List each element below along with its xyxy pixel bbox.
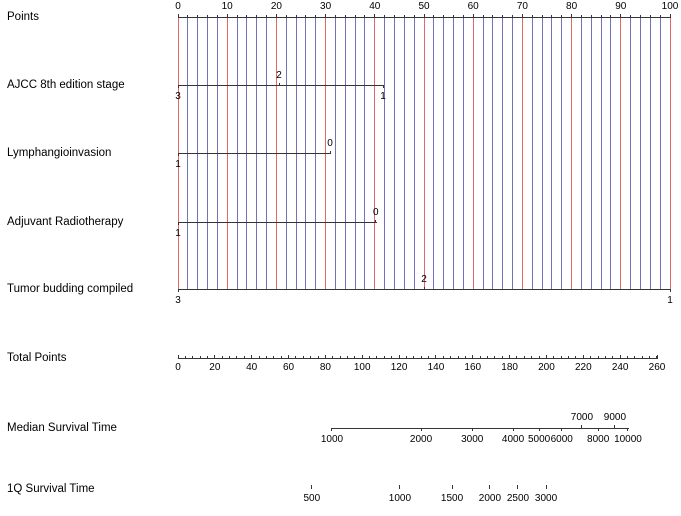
minor-tick — [296, 15, 297, 18]
minor-tick — [660, 15, 661, 18]
tick-label-points: 80 — [566, 0, 578, 12]
minor-tick — [303, 356, 304, 358]
tick-label-median-survival-time: 3000 — [461, 434, 484, 445]
grid-line-blue — [394, 17, 395, 289]
tick-label-total-points: 200 — [538, 362, 555, 373]
minor-tick — [394, 15, 395, 18]
minor-tick — [207, 356, 208, 358]
minor-tick — [568, 356, 569, 358]
tick-total-points — [620, 355, 621, 359]
tick-total-points — [399, 355, 400, 359]
tick-1q-survival-time — [399, 485, 400, 489]
minor-tick — [428, 356, 429, 358]
minor-tick — [483, 15, 484, 18]
grid-line-red — [571, 17, 572, 289]
minor-tick — [649, 356, 650, 358]
grid-line-blue — [463, 17, 464, 289]
tick-median-survival-time — [539, 428, 540, 431]
tick-lymphangioinvasion — [330, 151, 331, 154]
minor-tick — [273, 356, 274, 358]
tick-label-1q-survival-time: 1500 — [440, 493, 464, 504]
minor-tick — [612, 356, 613, 358]
minor-tick — [229, 356, 230, 358]
minor-tick — [266, 356, 267, 358]
minor-tick — [561, 356, 562, 358]
tick-1q-survival-time — [517, 485, 518, 489]
tick-adjuvant-radiotherapy — [375, 220, 376, 223]
tick-label-total-points: 140 — [427, 362, 445, 373]
minor-tick — [192, 356, 193, 358]
grid-line-blue — [384, 17, 385, 289]
grid-line-blue — [610, 17, 611, 289]
grid-line-blue — [345, 17, 346, 289]
tick-points — [325, 14, 326, 18]
grid-line-blue — [640, 17, 641, 289]
tick-points — [670, 14, 671, 18]
grid-line-blue — [542, 17, 543, 289]
minor-tick — [421, 356, 422, 358]
minor-tick — [384, 356, 385, 358]
axis-line-total-points — [178, 358, 658, 359]
minor-tick — [590, 356, 591, 358]
minor-tick — [433, 15, 434, 18]
tick-label-adjuvant-radiotherapy: 1 — [175, 227, 181, 239]
minor-tick — [237, 15, 238, 18]
tick-label-lymphangioinvasion: 0 — [327, 137, 333, 149]
minor-tick — [384, 15, 385, 18]
minor-tick — [340, 356, 341, 358]
minor-tick — [463, 15, 464, 18]
tick-label-total-points: 20 — [209, 362, 221, 373]
minor-tick — [532, 15, 533, 18]
minor-tick — [575, 356, 576, 358]
minor-tick — [598, 356, 599, 358]
minor-tick — [207, 15, 208, 18]
minor-tick — [650, 15, 651, 18]
minor-tick — [222, 356, 223, 358]
tick-points — [227, 14, 228, 18]
grid-line-blue — [355, 17, 356, 289]
tick-label-points: 50 — [418, 0, 430, 12]
grid-line-blue — [433, 17, 434, 289]
minor-tick — [443, 356, 444, 358]
tick-total-points — [325, 355, 326, 359]
tick-label-points: 90 — [615, 0, 627, 12]
minor-tick — [610, 15, 611, 18]
tick-label-median-survival-time: 7000 — [570, 412, 594, 423]
tick-adjuvant-radiotherapy — [178, 222, 179, 225]
minor-tick — [642, 356, 643, 358]
minor-tick — [542, 15, 543, 18]
minor-tick — [310, 356, 311, 358]
grid-line-blue — [601, 17, 602, 289]
grid-line-blue — [512, 17, 513, 289]
axis-line-median-survival-time — [332, 428, 629, 429]
minor-tick — [553, 356, 554, 358]
tick-total-points — [472, 355, 473, 359]
grid-line-red — [670, 17, 671, 289]
tick-total-points — [214, 355, 215, 359]
tick-label-1q-survival-time: 2500 — [506, 493, 530, 504]
tick-label-median-survival-time: 2000 — [409, 434, 433, 445]
tick-label-median-survival-time: 9000 — [603, 412, 627, 423]
tick-label-median-survival-time: 10000 — [614, 434, 642, 445]
tick-label-ajcc-8th-edition-stage: 3 — [175, 90, 181, 102]
minor-tick — [295, 356, 296, 358]
grid-line-red — [424, 17, 425, 289]
tick-label-ajcc-8th-edition-stage: 2 — [276, 69, 282, 81]
minor-tick — [443, 15, 444, 18]
axis-line-points — [178, 17, 671, 18]
tick-ajcc-8th-edition-stage — [279, 83, 280, 86]
minor-tick — [413, 356, 414, 358]
row-label-adjuvant-radiotherapy: Adjuvant Radiotherapy — [7, 216, 124, 228]
tick-label-total-points: 60 — [282, 362, 295, 373]
minor-tick — [332, 356, 333, 358]
grid-line-blue — [404, 17, 405, 289]
axis-line-ajcc-8th-edition-stage — [178, 85, 384, 86]
minor-tick — [354, 356, 355, 358]
row-label-lymphangioinvasion: Lymphangioinvasion — [7, 147, 112, 159]
tick-label-tumor-budding-compiled: 2 — [421, 273, 427, 285]
grid-line-blue — [364, 17, 365, 289]
tick-tumor-budding-compiled — [178, 289, 179, 292]
minor-tick — [376, 356, 377, 358]
tick-points — [571, 14, 572, 18]
tick-points — [178, 14, 179, 18]
minor-tick — [369, 356, 370, 358]
minor-tick — [305, 15, 306, 18]
minor-tick — [634, 356, 635, 358]
tick-tumor-budding-compiled — [670, 289, 671, 292]
grid-line-blue — [581, 17, 582, 289]
minor-tick — [200, 356, 201, 358]
minor-tick — [512, 15, 513, 18]
tick-ajcc-8th-edition-stage — [383, 85, 384, 88]
row-label-1q-survival-time: 1Q Survival Time — [7, 483, 95, 495]
tick-label-total-points: 220 — [574, 362, 592, 373]
minor-tick — [581, 15, 582, 18]
row-label-median-survival-time: Median Survival Time — [7, 422, 117, 434]
tick-label-points: 0 — [175, 0, 181, 12]
minor-tick — [345, 15, 346, 18]
tick-median-survival-time — [581, 425, 582, 428]
minor-tick — [516, 356, 517, 358]
grid-line-blue — [551, 17, 552, 289]
tick-label-1q-survival-time: 3000 — [534, 493, 558, 504]
minor-tick — [335, 15, 336, 18]
minor-tick — [286, 15, 287, 18]
tick-label-points: 40 — [369, 0, 381, 12]
tick-1q-survival-time — [546, 485, 547, 489]
minor-tick — [315, 15, 316, 18]
tick-median-survival-time — [421, 428, 422, 431]
minor-tick — [502, 356, 503, 358]
tick-label-points: 30 — [320, 0, 332, 12]
minor-tick — [458, 356, 459, 358]
grid-line-blue — [650, 17, 651, 289]
minor-tick — [531, 356, 532, 358]
tick-label-total-points: 120 — [390, 362, 408, 373]
tick-total-points — [251, 355, 252, 359]
tick-points — [276, 14, 277, 18]
minor-tick — [244, 356, 245, 358]
tick-label-points: 10 — [221, 0, 233, 12]
grid-line-blue — [630, 17, 631, 289]
minor-tick — [414, 15, 415, 18]
axis-line-lymphangioinvasion — [178, 153, 331, 154]
tick-points — [473, 14, 474, 18]
tick-total-points — [546, 355, 547, 359]
tick-label-total-points: 240 — [611, 362, 629, 373]
tick-label-1q-survival-time: 2000 — [478, 493, 502, 504]
tick-label-median-survival-time: 4000 — [501, 434, 525, 445]
tick-total-points — [583, 355, 584, 359]
grid-line-blue — [414, 17, 415, 289]
grid-line-blue — [483, 17, 484, 289]
grid-line-blue — [335, 17, 336, 289]
tick-label-median-survival-time: 5000 — [528, 434, 551, 445]
minor-tick — [640, 15, 641, 18]
tick-label-total-points: 160 — [464, 362, 482, 373]
minor-tick — [266, 15, 267, 18]
row-label-total-points: Total Points — [7, 352, 67, 364]
tick-1q-survival-time — [311, 485, 312, 489]
tick-label-median-survival-time: 6000 — [550, 434, 573, 445]
minor-tick — [364, 15, 365, 18]
tick-points — [424, 14, 425, 18]
minor-tick — [627, 356, 628, 358]
minor-tick — [246, 15, 247, 18]
tick-tumor-budding-compiled — [424, 287, 425, 290]
minor-tick — [524, 356, 525, 358]
axis-line-tumor-budding-compiled — [178, 289, 671, 290]
grid-line-red — [620, 17, 621, 289]
minor-tick — [605, 356, 606, 358]
tick-label-points: 20 — [270, 0, 282, 12]
tick-label-total-points: 260 — [648, 362, 666, 373]
row-label-ajcc-stage: AJCC 8th edition stage — [7, 79, 125, 91]
tick-label-ajcc-8th-edition-stage: 1 — [380, 90, 386, 102]
minor-tick — [450, 356, 451, 358]
minor-tick — [601, 15, 602, 18]
minor-tick — [404, 15, 405, 18]
minor-tick — [539, 356, 540, 358]
tick-label-tumor-budding-compiled: 1 — [667, 294, 673, 306]
minor-tick — [487, 356, 488, 358]
tick-label-total-points: 180 — [501, 362, 518, 373]
grid-line-blue — [561, 17, 562, 289]
tick-median-survival-time — [513, 428, 514, 431]
tick-lymphangioinvasion — [178, 153, 179, 156]
tick-median-survival-time — [472, 428, 473, 431]
tick-points — [620, 14, 621, 18]
row-label-points: Points — [7, 11, 39, 23]
tick-total-points — [657, 355, 658, 359]
tick-label-1q-survival-time: 1000 — [388, 493, 412, 504]
tick-points — [374, 14, 375, 18]
tick-median-survival-time — [331, 428, 332, 431]
grid-line-blue — [492, 17, 493, 289]
minor-tick — [492, 15, 493, 18]
grid-line-blue — [660, 17, 661, 289]
minor-tick — [259, 356, 260, 358]
grid-line-red — [374, 17, 375, 289]
tick-label-points: 60 — [467, 0, 479, 12]
tick-total-points — [288, 355, 289, 359]
minor-tick — [256, 15, 257, 18]
tick-label-1q-survival-time: 500 — [303, 493, 321, 504]
tick-label-total-points: 80 — [319, 362, 331, 373]
tick-points — [522, 14, 523, 18]
tick-1q-survival-time — [489, 485, 490, 489]
tick-median-survival-time — [627, 428, 628, 431]
grid-line-red — [522, 17, 523, 289]
minor-tick — [630, 15, 631, 18]
axis-line-adjuvant-radiotherapy — [178, 222, 377, 223]
tick-total-points — [362, 355, 363, 359]
minor-tick — [217, 15, 218, 18]
grid-line-blue — [443, 17, 444, 289]
row-label-tumor-budding: Tumor budding compiled — [7, 283, 134, 295]
minor-tick — [187, 15, 188, 18]
tick-total-points — [509, 355, 510, 359]
minor-tick — [502, 15, 503, 18]
grid-line-blue — [591, 17, 592, 289]
tick-label-points: 70 — [516, 0, 528, 12]
tick-median-survival-time — [598, 428, 599, 431]
tick-label-total-points: 40 — [246, 362, 258, 373]
minor-tick — [236, 356, 237, 358]
tick-label-tumor-budding-compiled: 3 — [175, 294, 181, 306]
tick-label-total-points: 100 — [353, 362, 371, 373]
tick-ajcc-8th-edition-stage — [178, 85, 179, 88]
tick-1q-survival-time — [452, 485, 453, 489]
minor-tick — [561, 15, 562, 18]
grid-line-red — [473, 17, 474, 289]
grid-line-blue — [502, 17, 503, 289]
tick-label-median-survival-time: 1000 — [320, 434, 344, 445]
minor-tick — [185, 356, 186, 358]
minor-tick — [281, 356, 282, 358]
tick-total-points — [435, 355, 436, 359]
grid-line-blue — [532, 17, 533, 289]
minor-tick — [453, 15, 454, 18]
tick-median-survival-time — [614, 425, 615, 428]
tick-label-total-points: 0 — [175, 362, 181, 373]
minor-tick — [551, 15, 552, 18]
minor-tick — [391, 356, 392, 358]
tick-label-lymphangioinvasion: 1 — [175, 158, 181, 170]
minor-tick — [347, 356, 348, 358]
minor-tick — [355, 15, 356, 18]
minor-tick — [465, 356, 466, 358]
tick-label-points: 100 — [661, 0, 679, 12]
tick-label-adjuvant-radiotherapy: 0 — [373, 206, 379, 218]
minor-tick — [318, 356, 319, 358]
minor-tick — [406, 356, 407, 358]
minor-tick — [494, 356, 495, 358]
grid-line-blue — [453, 17, 454, 289]
tick-median-survival-time — [561, 428, 562, 431]
tick-total-points — [178, 355, 179, 359]
minor-tick — [197, 15, 198, 18]
minor-tick — [591, 15, 592, 18]
tick-label-median-survival-time: 8000 — [587, 434, 610, 445]
minor-tick — [480, 356, 481, 358]
